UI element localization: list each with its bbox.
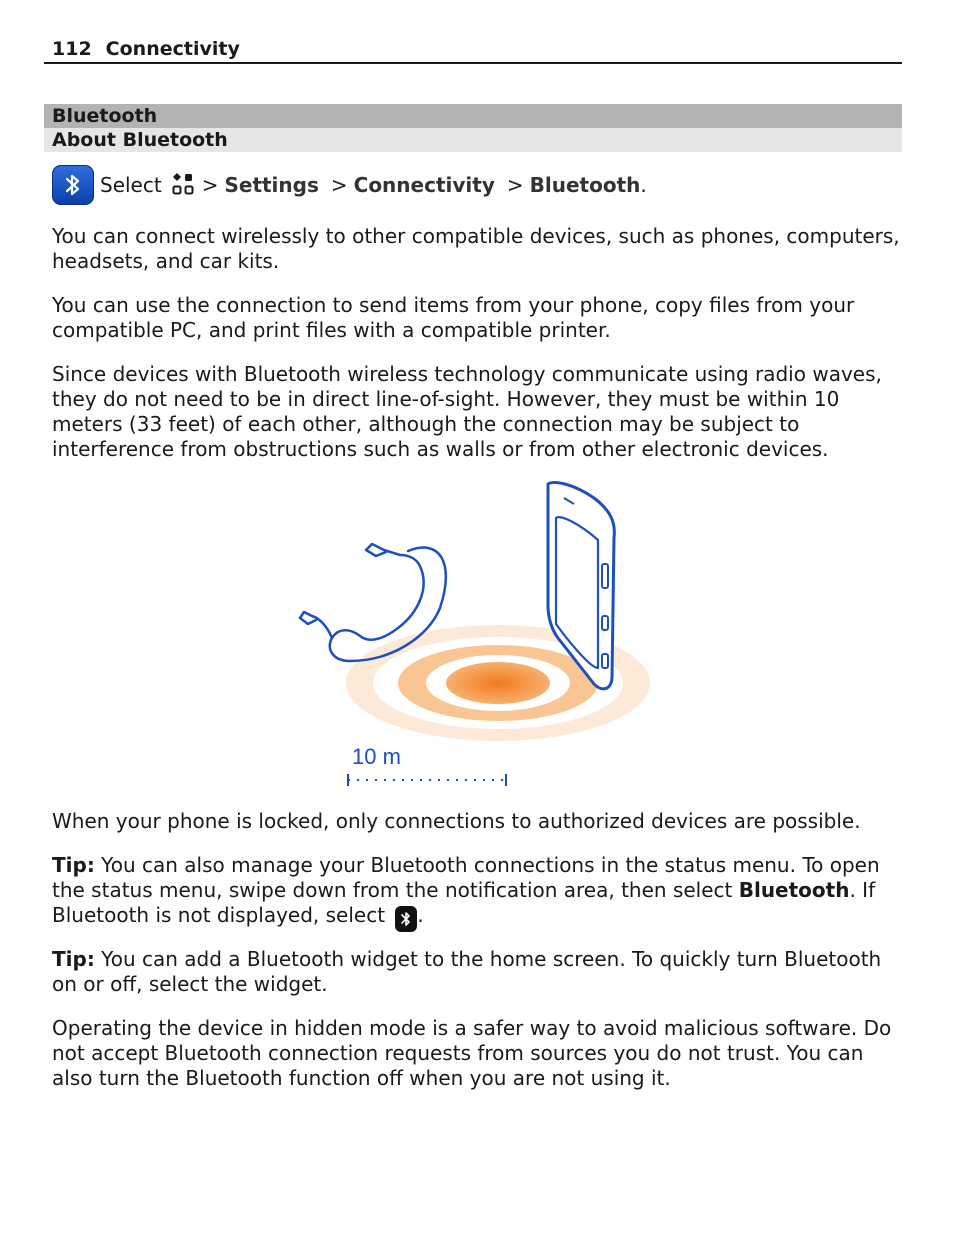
paragraph-hidden-mode: Operating the device in hidden mode is a safer way to avoid malicious software. Do not accept Bluetooth connection requests from sources you do not trust. You can also turn the Bluetooth function off when you are not using it. (52, 1016, 892, 1090)
tip-text: You can add a Bluetooth widget to the home screen. To quickly turn Bluetooth on or off, select the widget. (52, 947, 882, 996)
tip-text: You can also manage your Bluetooth connections in the status menu. To open the status menu, swipe down from the notification area, then select (52, 853, 880, 902)
tip-widget (52, 947, 902, 997)
page-header (44, 36, 902, 64)
apps-grid-icon (172, 172, 194, 198)
wave-core (446, 662, 550, 704)
path-separator: > (201, 173, 219, 197)
crumb-connectivity: Connectivity (353, 173, 495, 197)
navigation-path (52, 164, 647, 206)
section-title: Connectivity (105, 38, 240, 60)
range-label: 10 m (352, 744, 401, 769)
bluetooth-icon (395, 906, 417, 932)
paragraph-locked: When your phone is locked, only connections to authorized devices are possible. (52, 809, 861, 833)
page-number: 112 (52, 38, 92, 60)
path-period: . (640, 173, 647, 197)
select-text: Select (100, 173, 162, 197)
crumb-bluetooth: Bluetooth (529, 173, 641, 197)
path-separator: > (506, 173, 524, 197)
heading-about-bluetooth: About Bluetooth (44, 128, 902, 152)
tip-label: Tip: (52, 947, 95, 971)
tip-bluetooth: Bluetooth (738, 878, 850, 902)
bluetooth-range-illustration (290, 478, 660, 790)
tip-text: . If Bluetooth is not displayed, select (52, 878, 876, 927)
crumb-settings: Settings (224, 173, 319, 197)
heading-bluetooth: Bluetooth (44, 104, 902, 128)
bluetooth-app-icon (52, 165, 94, 205)
path-separator: > (330, 173, 348, 197)
paragraph-connect: You can connect wirelessly to other compatible devices, such as phones, computers, headsets, and car kits. (52, 224, 900, 273)
paragraph-range: Since devices with Bluetooth wireless technology communicate using radio waves, they do not need to be in direct line-of-sight. However, they must be within 10 meters (33 feet) of each other, although the connection may be subject to interference from obstructions such as walls or from other electronic devices. (52, 362, 882, 461)
paragraph-uses: You can use the connection to send items from your phone, copy files from your compatible PC, and print files with a compatible printer. (52, 293, 855, 342)
tip-status-menu (52, 853, 902, 932)
tip-label: Tip: (52, 853, 95, 877)
tip-period: . (417, 903, 424, 927)
